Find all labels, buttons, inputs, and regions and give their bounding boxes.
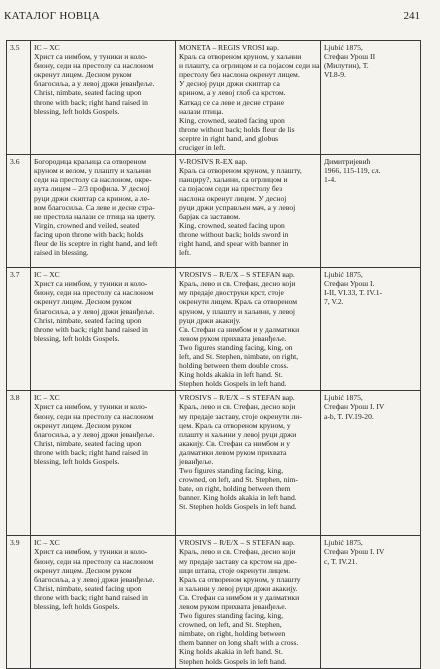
entry-number: 3.7 <box>7 268 31 391</box>
text-line: IC – XC <box>34 538 60 548</box>
page-header <box>0 10 440 28</box>
text-line: круном, у плашту и хаљини, у левој <box>179 306 296 316</box>
text-line: throne with back; right hand raised in <box>34 592 148 602</box>
text-line: благосиља, а у левој држи јеванђеље. <box>34 429 155 439</box>
text-line: Christ, nimbate, seated facing upon <box>34 438 142 448</box>
text-line: Ljubić 1875, <box>324 43 363 52</box>
text-line: throne with back; right hand raised in <box>34 447 148 457</box>
text-line: MONETA – REGIS VROSI вар. <box>179 43 279 52</box>
text-line: нута лицем – 2/3 профила. У десној <box>34 184 150 194</box>
text-line: fleur de lis sceptre in right hand, and left <box>34 238 158 248</box>
table-row <box>7 536 421 668</box>
text-line: c, T. IV.21. <box>324 556 358 566</box>
text-line: sceptre in right hand, and globus <box>179 133 279 143</box>
text-line: Христ са нимбом, у туники и коло- <box>34 279 148 289</box>
text-line: Ljubić 1875, <box>324 538 363 548</box>
text-line: седи на престолу са наслоном, окре- <box>34 175 152 185</box>
text-line: левом руком прихвата јеванђеље. <box>179 602 287 611</box>
text-line: цем. Краљ са отвореном круном, у <box>179 420 291 430</box>
bibliographic-reference <box>321 41 421 155</box>
text-line: окренути лицем. Краљ са отвореном <box>179 297 298 307</box>
text-line: Христ са нимбом, у туники и коло- <box>34 547 148 557</box>
text-line: VROSIVS – R/E/X – S STEFAN вар. <box>179 270 295 280</box>
text-line: са појасом седи на престолу без <box>179 184 283 194</box>
text-line: и плашту, са огрлицом и са појасом седи на <box>179 61 320 71</box>
entry-number: 3.9 <box>7 536 31 668</box>
text-line: Краљ са отвореном круном, у хаљини <box>179 52 302 62</box>
obverse-description <box>31 41 176 155</box>
text-line: Christ, nimbate, seated facing upon <box>34 88 142 98</box>
text-line: Virgin, crowned and veiled, seated <box>34 220 140 230</box>
obverse-description <box>31 155 176 268</box>
reverse-description <box>176 41 321 155</box>
bibliographic-reference <box>321 268 421 391</box>
text-line: јеванђеље. <box>179 457 214 466</box>
text-line: nimbate, on right, holding between <box>179 629 286 639</box>
reverse-description <box>176 268 321 391</box>
text-line: Ljubić 1875, <box>324 270 363 280</box>
coin-catalog-table <box>6 40 421 669</box>
entry-number: 3.6 <box>7 155 31 268</box>
text-line: руци држи акакију. <box>179 315 241 325</box>
text-line: blessing, left holds Gospels. <box>34 457 120 466</box>
text-line: Димитријевић <box>324 157 371 167</box>
text-line: left. <box>179 248 192 258</box>
text-line: окренут лицем. Десном руком <box>34 420 132 430</box>
text-line: крином, а у левој глоб са крстом. <box>179 88 286 98</box>
text-line: VI.8-9. <box>324 70 346 80</box>
text-line: панциру?, хаљини, са огрлицом и <box>179 175 288 185</box>
bibliographic-reference <box>321 155 421 268</box>
text-line: благосиља, а у левој држи јеванђеље. <box>34 79 155 89</box>
text-line: Христ са нимбом, у туники и коло- <box>34 402 148 412</box>
text-line: акакију. Св. Стефан са нимбом и у <box>179 438 291 448</box>
running-title: КАТАЛОГ НОВЦА <box>4 10 100 22</box>
text-line: Краљ, лево и св. Стефан, десно који <box>179 279 296 289</box>
text-line: Стефан Урош I. IV <box>324 402 385 412</box>
text-line: не престола налази се птица на цвету. <box>34 211 156 221</box>
text-line: blessing, left holds Gospels. <box>34 106 120 116</box>
text-line: King holds akakia in left hand. St. <box>179 647 283 657</box>
text-line: Ljubić 1875, <box>324 393 363 403</box>
text-line: King holds akakia in left hand. St. <box>179 370 283 380</box>
text-line: King, crowned, seated facing upon <box>179 115 285 125</box>
table-row <box>7 155 421 268</box>
text-line: му предаје заставу, стоје окренути ли- <box>179 411 302 421</box>
table-row <box>7 268 421 391</box>
text-line: Two figures standing facing, king, on <box>179 342 293 352</box>
text-line: налази птица. <box>179 106 224 116</box>
table-row <box>7 391 421 536</box>
text-line: facing upon throne with back; holds <box>34 229 144 239</box>
text-line: blessing, left holds Gospels. <box>34 333 120 343</box>
entry-number: 3.8 <box>7 391 31 536</box>
text-line: биону, седи на престолу са наслоном <box>34 288 154 298</box>
text-line: left, and St. Stephen, nimbate, on right, <box>179 351 299 361</box>
text-line: them banner on long shaft with a cross. <box>179 638 299 648</box>
text-line: биону, седи на престолу са наслоном <box>34 411 154 421</box>
text-line: наслона окренут лицем. У десној <box>179 193 287 203</box>
text-line: V-ROSIVS R-EX вар. <box>179 157 248 167</box>
text-line: IC – XC <box>34 270 60 280</box>
text-line: bate, on right, holding between them <box>179 484 291 494</box>
text-line: престолу без наслона окренут лицем. <box>179 70 300 80</box>
text-line: вом благосиља. Са леве и десне стра- <box>34 202 155 212</box>
text-line: I-II, VI.33, T. IV.1- <box>324 288 383 298</box>
bibliographic-reference <box>321 391 421 536</box>
text-line: Stephen holds Gospels in left hand. <box>179 656 287 666</box>
text-line: raised in blessing. <box>34 248 89 258</box>
text-line: crowned, on left, and St. Stephen, nim- <box>179 475 298 485</box>
page-number: 241 <box>403 10 420 22</box>
text-line: Краљ са отвореном круном, у плашту <box>179 574 301 584</box>
text-line: биону, седи на престолу са наслоном <box>34 556 154 566</box>
text-line: crowned, on left, and St. Stephen, <box>179 620 282 630</box>
text-line: Богородица краљица са отвореном <box>34 157 147 167</box>
text-line: Two figures standing facing, king, <box>179 611 284 621</box>
text-line: и хаљини у левој руци држи акакију. <box>179 583 298 593</box>
table-row <box>7 41 421 155</box>
text-line: 1966, 115-119, сл. <box>324 166 381 176</box>
text-line: banner. King holds akakia in left hand. <box>179 493 297 503</box>
text-line: VROSIVS – R/E/X – S STEFAN вар. <box>179 538 295 548</box>
text-line: holding between them double cross. <box>179 361 289 371</box>
text-line: Christ, nimbate, seated facing upon <box>34 583 142 593</box>
reverse-description <box>176 536 321 668</box>
text-line: плашту и хаљини у левој руци држи <box>179 429 297 439</box>
text-line: St. Stephen holds Gospels in left hand. <box>179 502 297 512</box>
text-line: Краљ са отвореном круном, у плашту, <box>179 166 302 176</box>
text-line: IC – XC <box>34 393 60 403</box>
text-line: Христ са нимбом, у туники и коло- <box>34 52 148 62</box>
obverse-description <box>31 536 176 668</box>
text-line: Краљ, лево и св. Стефан, десно који <box>179 402 296 412</box>
text-line: Стефан Урош II <box>324 52 376 62</box>
text-line: cruciger in left. <box>179 143 226 153</box>
text-line: барјак са заставом. <box>179 211 241 221</box>
text-line: шци штапа, стоје окренути лицем. <box>179 565 291 575</box>
text-line: Св. Стефан са нимбом и у далматики <box>179 324 300 334</box>
text-line: Стефан Урош I. <box>324 279 375 289</box>
text-line: окренут лицем. Десном руком <box>34 565 132 575</box>
text-line: (Милутин), T. <box>324 61 369 71</box>
text-line: окренут лицем. Десном руком <box>34 70 132 80</box>
text-line: Краљ, лево и св. Стефан, десно који <box>179 547 296 557</box>
text-line: blessing, left holds Gospels. <box>34 602 120 611</box>
text-line: руци држи скиптар са крином, а ле- <box>34 193 150 203</box>
catalog-body <box>7 41 421 669</box>
text-line: левом руком прихвата јеванђеље. <box>179 333 287 343</box>
obverse-description <box>31 268 176 391</box>
reverse-description <box>176 155 321 268</box>
text-line: благосиља, а у левој држи јеванђеље. <box>34 306 155 316</box>
text-line: VROSIVS – R/E/X – S STEFAN вар. <box>179 393 295 403</box>
text-line: окренут лицем. Десном руком <box>34 297 132 307</box>
entry-number: 3.5 <box>7 41 31 155</box>
text-line: биону, седи на престолу са наслоном <box>34 61 154 71</box>
text-line: Стефан Урош I. IV <box>324 547 385 557</box>
text-line: далматики левом руком прихвата <box>179 447 287 457</box>
text-line: Two figures standing facing, king, <box>179 466 284 476</box>
text-line: King, crowned, seated facing upon <box>179 220 285 230</box>
text-line: Св. Стефан са нимбом и у далматики <box>179 592 300 602</box>
text-line: throne without back; holds sword in <box>179 229 289 239</box>
bibliographic-reference <box>321 536 421 668</box>
text-line: IC – XC <box>34 43 60 52</box>
text-line: Stephen holds Gospels in left hand. <box>179 379 287 389</box>
reverse-description <box>176 391 321 536</box>
text-line: му предаје заставу са крстом на дре- <box>179 556 297 566</box>
text-line: благосиља, а у левој држи јеванђеље. <box>34 574 155 584</box>
text-line: throne with back; right hand raised in <box>34 97 148 107</box>
text-line: 1-4. <box>324 175 337 185</box>
obverse-description <box>31 391 176 536</box>
text-line: Каткад се са леве и десне стране <box>179 97 285 107</box>
text-line: му предаје двоструки крст, стоје <box>179 288 284 298</box>
text-line: У десној руци држи скиптар са <box>179 79 280 89</box>
text-line: right hand, and spear with banner in <box>179 238 289 248</box>
text-line: круном и велом, у плашту и хаљини <box>34 166 151 176</box>
text-line: throne with back; right hand raised in <box>34 324 148 334</box>
text-line: a-b, T. IV.19-20. <box>324 411 374 421</box>
text-line: throne without back; holds fleur de lis <box>179 124 295 134</box>
text-line: руци држи усправљен мач, а у левој <box>179 202 296 212</box>
text-line: 7, V.2. <box>324 297 344 307</box>
text-line: Christ, nimbate, seated facing upon <box>34 315 142 325</box>
